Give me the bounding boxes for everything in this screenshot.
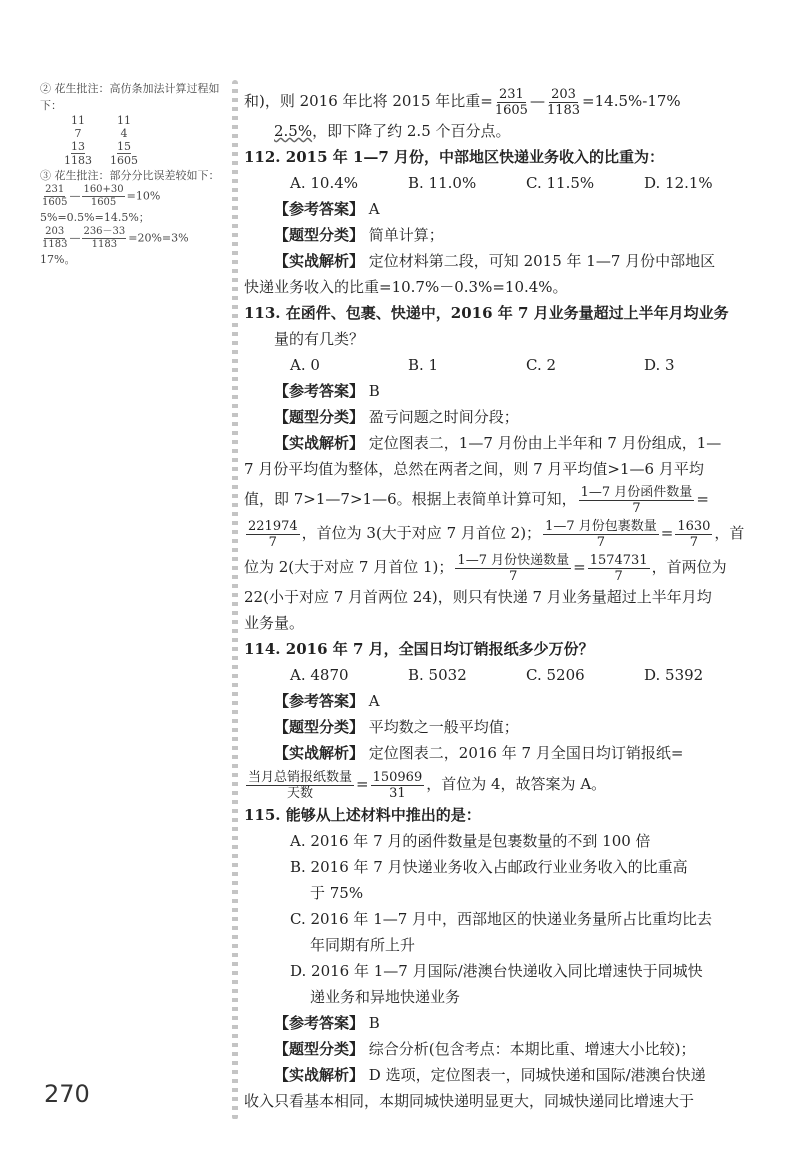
option-c: C. 2 — [526, 356, 557, 374]
option-a: A. 10.4% — [290, 174, 359, 192]
fraction — [579, 485, 695, 516]
denominator: 7 — [268, 534, 277, 550]
type-label: 【题型分类】 — [274, 408, 365, 426]
options-112 — [244, 170, 764, 196]
text: 和)，则 2016 年比将 2015 年比重 — [244, 92, 481, 110]
denominator: 天数 — [287, 785, 314, 801]
answer-115 — [244, 1010, 764, 1036]
answer-label: 【参考答案】 — [274, 1014, 365, 1032]
option-d: D. 2016 年 1—7 月国际/港澳台快递收入同比增速快于同城快 — [290, 962, 703, 980]
answer-114 — [244, 688, 764, 714]
fraction — [547, 87, 580, 118]
answer-label: 【参考答案】 — [274, 692, 365, 710]
numerator: 当月总销报纸数量 — [248, 769, 353, 785]
numerator: 1630 — [677, 518, 711, 534]
text: D 选项，定位图表一，同城快递和国际/港澳台快递 — [368, 1066, 706, 1084]
answer-113 — [244, 378, 764, 404]
calc-b-3: 15 — [117, 140, 131, 153]
options-113 — [244, 352, 764, 378]
analysis-113 — [244, 430, 764, 456]
calc-a-1: 11 — [71, 114, 85, 127]
answer-label: 【参考答案】 — [274, 382, 365, 400]
fraction — [246, 519, 300, 550]
type-value: 综合分析(包含考点：本期比重、增速大小比较)； — [368, 1040, 696, 1058]
option-d-cont: 递业务和异地快递业务 — [310, 988, 461, 1006]
option-a: A. 4870 — [290, 666, 349, 684]
numerator: 236－33 — [83, 226, 126, 237]
margin-line-3: $\frac{203}{1183}$ — $\frac{236-33}{1183}$ =20%=3% — [42, 226, 189, 250]
analysis-114 — [244, 740, 764, 766]
option-d: D. 12.1% — [644, 174, 713, 192]
text: 定位图表二，2016 年 7 月全国日均订销报纸= — [368, 744, 684, 762]
answer-label: 【参考答案】 — [274, 200, 365, 218]
option-a: A. 0 — [290, 356, 320, 374]
fraction — [82, 184, 124, 209]
fraction — [246, 770, 354, 801]
denominator: 1605 — [90, 197, 117, 208]
option-c: C. 5206 — [526, 666, 585, 684]
question-114: 114. 2016 年 7 月，全国日均订销报纸多少万份？ — [244, 640, 594, 658]
option-b: B. 1 — [408, 356, 439, 374]
type-114 — [244, 714, 764, 740]
numerator: 1574731 — [589, 552, 648, 568]
numerator: 150969 — [372, 769, 423, 785]
calc-a-3: 13 — [71, 140, 85, 153]
numerator: 203 — [551, 86, 576, 102]
denominator: 7 — [689, 534, 699, 550]
question-115: 115. 能够从上述材料中推出的是： — [244, 806, 481, 824]
text: ，首位为 3(大于对应 7 月首位 2)； — [301, 524, 542, 542]
calc-a-4: 1183 — [64, 154, 92, 167]
numerator: 160+30 — [83, 184, 124, 195]
analysis-113-line7: 业务量。 — [244, 614, 305, 632]
option-d: D. 5392 — [644, 666, 704, 684]
vertical-calc-b — [110, 114, 138, 167]
margin-notes — [40, 80, 220, 268]
text: =14.5%-17% — [582, 92, 681, 110]
option-b: B. 5032 — [408, 666, 467, 684]
answer-value: A — [368, 200, 380, 218]
margin-note-2: ③ 花生批注：部分分比误差较如下： — [40, 169, 220, 182]
paragraph — [244, 118, 764, 144]
analysis-113-line2: 7 月份平均值为整体，总然在两者之间，则 7 月平均值>1—6 月平均 — [244, 460, 704, 478]
text: ，首两位为 — [651, 558, 727, 576]
wavy-underline-text: 2.5% — [274, 122, 313, 140]
numerator: 231 — [498, 86, 524, 102]
text: ，首 — [714, 524, 745, 542]
answer-value: B — [368, 1014, 380, 1032]
analysis-112-cont: 快递业务收入的比重=10.7%－0.3%=10.4%。 — [244, 278, 568, 296]
margin-line-4: 17%。 — [40, 253, 76, 266]
text: 定位图表二，1—7 月份由上半年和 7 月份组成，1— — [368, 434, 722, 452]
answer-value: A — [368, 692, 380, 710]
type-value: 平均数之一般平均值； — [368, 718, 519, 736]
type-113 — [244, 404, 764, 430]
numerator: 1—7 月份快递数量 — [457, 552, 570, 568]
text: ，首位为 4，故答案为 A。 — [426, 775, 607, 793]
fraction — [495, 87, 528, 118]
operator: — — [69, 189, 81, 203]
analysis-113-line4: $\frac{221974}{7}$ ，首位为 3(大于对应 7 月首位 2)； $\frac{\text{1—7 月份包裹数量}}{7}$ = $\frac{1630}{7}$ ，首 — [248, 518, 745, 550]
result: =20%=3% — [128, 231, 189, 245]
denominator: 7 — [509, 568, 518, 584]
margin-line-1 — [40, 184, 220, 209]
analysis-113-line6: 22(小于对应 7 月首两位 24)，则只有快递 7 月业务量超过上半年月均 — [244, 588, 712, 606]
margin-line-2: 5%=0.5%=14.5%； — [40, 211, 150, 224]
analysis-112 — [244, 248, 764, 274]
option-c-cont: 年同期有所上升 — [310, 936, 416, 954]
question-113-cont: 量的有几类？ — [274, 330, 365, 348]
main-column — [244, 84, 764, 1114]
denominator: 1605 — [42, 197, 68, 208]
options-114 — [244, 662, 764, 688]
text: 位为 2(大于对应 7 月首位 1)； — [244, 558, 454, 576]
option-d: D. 3 — [644, 356, 675, 374]
type-label: 【题型分类】 — [274, 718, 365, 736]
denominator: 1605 — [494, 102, 528, 118]
denominator: 1183 — [42, 239, 68, 250]
denominator: 1183 — [91, 239, 118, 250]
type-label: 【题型分类】 — [274, 226, 365, 244]
analysis-113-line3: 值，即 7>1—7>1—6。根据上表简单计算可知， $\frac{\text{1—7 月份函件数量}}{7}$ = — [244, 484, 709, 516]
analysis-114-line2: $\frac{\text{当月总销报纸数量}}{\text{天数}}$ = $\frac{150969}{31}$ ，首位为 4，故答案为 A。 — [248, 769, 607, 801]
option-c: C. 2016 年 1—7 月中，西部地区的快递业务量所占比重均比去 — [290, 910, 713, 928]
denominator: 31 — [389, 785, 406, 801]
margin-divider — [232, 80, 238, 1120]
analysis-label: 【实战解析】 — [274, 252, 365, 270]
analysis-113-line5: 位为 2(大于对应 7 月首位 1)； $\frac{\text{1—7 月份快递数量}}{7}$ = $\frac{1574731}{7}$ ，首两位为 — [244, 552, 727, 584]
question-112: 112. 2015 年 1—7 月份，中部地区快递业务收入的比重为： — [244, 148, 665, 166]
vertical-calc — [64, 114, 220, 167]
type-112 — [244, 222, 764, 248]
fraction — [588, 553, 650, 584]
denominator: 1183 — [546, 102, 581, 118]
fraction — [371, 770, 425, 801]
denominator: 7 — [614, 568, 623, 584]
fraction — [42, 184, 67, 209]
text: 定位材料第二段，可知 2015 年 1—7 月份中部地区 — [368, 252, 716, 270]
calc-b-4: 1605 — [110, 154, 138, 167]
type-value: 简单计算； — [368, 226, 444, 244]
equals: = — [480, 92, 493, 110]
type-label: 【题型分类】 — [274, 1040, 365, 1058]
numerator: 203 — [45, 226, 65, 237]
option-b-cont: 于 75% — [310, 884, 364, 902]
answer-value: B — [368, 382, 380, 400]
page-number: 270 — [44, 1080, 90, 1108]
analysis-label: 【实战解析】 — [274, 1066, 365, 1084]
option-b: B. 11.0% — [408, 174, 477, 192]
type-115 — [244, 1036, 764, 1062]
calc-b-1: 11 — [117, 114, 131, 127]
calc-a-2: 7 — [74, 127, 82, 140]
numerator: 231 — [45, 184, 65, 195]
numerator: 1—7 月份包裹数量 — [545, 518, 657, 534]
analysis-label: 【实战解析】 — [274, 744, 365, 762]
numerator: 1—7 月份函件数量 — [580, 484, 693, 500]
paragraph: 和)，则 2016 年比将 2015 年比重= $\frac{231}{1605}$ — $\frac{203}{1183}$ =14.5%-17% — [244, 86, 681, 118]
question-113: 113. 在函件、包裹、快递中，2016 年 7 月业务量超过上半年月均业务 — [244, 304, 729, 322]
denominator: 7 — [596, 534, 606, 550]
option-a: A. 2016 年 7 月的函件数量是包裹数量的不到 100 倍 — [290, 832, 651, 850]
denominator: 7 — [632, 500, 641, 516]
fraction — [42, 226, 67, 251]
fraction — [455, 553, 571, 584]
text: 值，即 7>1—7>1—6。根据上表简单计算可知， — [244, 490, 577, 508]
fraction — [543, 519, 659, 550]
analysis-label: 【实战解析】 — [274, 434, 365, 452]
fraction — [82, 226, 126, 251]
vertical-calc-a — [64, 114, 92, 167]
option-b: B. 2016 年 7 月快递业务收入占邮政行业业务收入的比重高 — [290, 858, 688, 876]
numerator: 221974 — [248, 518, 298, 534]
analysis-115-line2: 收入只看基本相同，本期同城快递明显更大，同城快递同比增速大于 — [244, 1092, 695, 1110]
calc-b-2: 4 — [120, 127, 128, 140]
result: =10% — [126, 189, 161, 203]
fraction — [675, 519, 712, 550]
type-value: 盈亏问题之时间分段； — [368, 408, 519, 426]
analysis-115 — [244, 1062, 764, 1088]
margin-note-1: ② 花生批注：高仿条加法计算过程如下： — [40, 82, 220, 112]
option-c: C. 11.5% — [526, 174, 595, 192]
text: ，即下降了约 2.5 个百分点。 — [312, 122, 511, 140]
answer-112 — [244, 196, 764, 222]
